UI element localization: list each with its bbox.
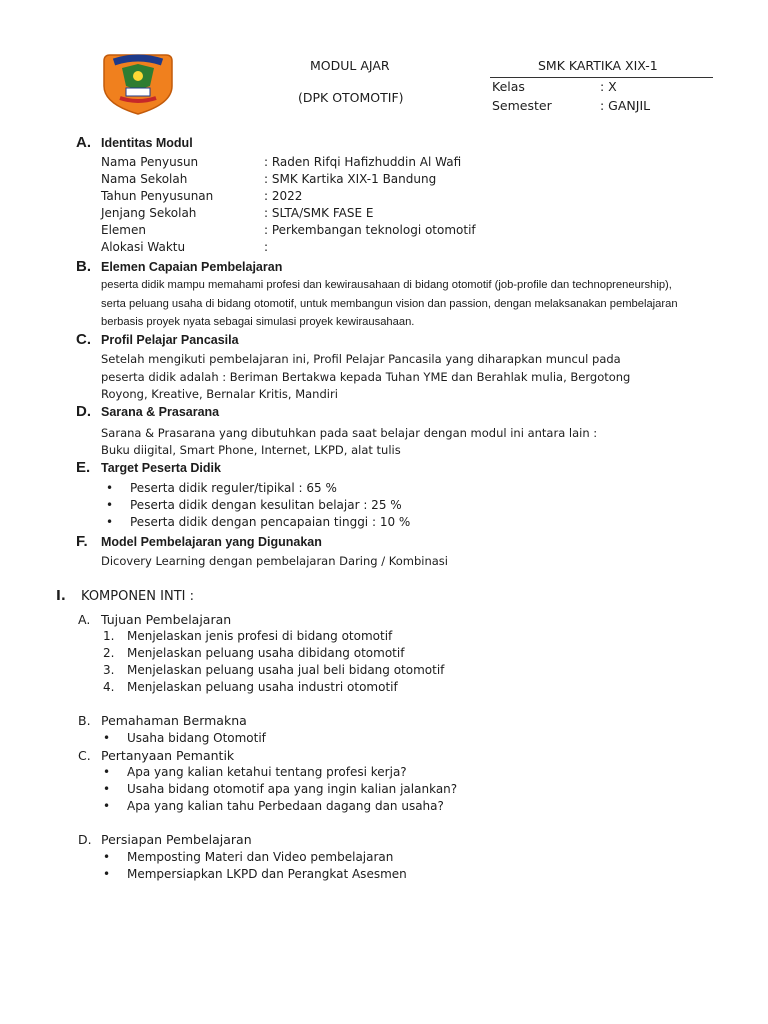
section-c-title: Profil Pelajar Pancasila xyxy=(101,333,239,347)
section-b-line: serta peluang usaha di bidang otomotif, untuk membangun vision dan passion, dengan melaksanakan pembelajaran xyxy=(101,298,678,310)
semester-value: : GANJIL xyxy=(600,98,651,113)
section-b-title: Elemen Capaian Pembelajaran xyxy=(101,260,283,274)
section-f-title: Model Pembelajaran yang Digunakan xyxy=(101,535,322,549)
identity-row: Nama Penyusun : Raden Rifqi Hafizhuddin Al Wafi xyxy=(101,155,462,169)
section-c-line: peserta didik adalah : Beriman Bertakwa kepada Tuhan YME dan Berahlak mulia, Bergotong xyxy=(101,370,631,384)
komponen-a-letter: A. xyxy=(78,612,91,627)
section-b-line: berbasis proyek nyata sebagai simulasi proyek kewirausahaan. xyxy=(101,316,415,328)
komponen-a-title: Tujuan Pembelajaran xyxy=(101,612,232,627)
semester-label: Semester xyxy=(492,98,552,113)
section-c-line: Royong, Kreative, Bernalar Kritis, Mandiri xyxy=(101,387,338,401)
section-a-title: Identitas Modul xyxy=(101,136,193,150)
section-d-letter: D. xyxy=(76,403,91,420)
komponen-c-letter: C. xyxy=(78,748,91,763)
komponen-b-title: Pemahaman Bermakna xyxy=(101,713,247,728)
module-title: MODUL AJAR xyxy=(310,58,390,73)
section-d-line: Buku diigital, Smart Phone, Internet, LKPD, alat tulis xyxy=(101,443,401,457)
komponen-numeral: I. xyxy=(56,589,66,604)
header-divider xyxy=(490,77,713,78)
identity-row: Nama Sekolah : SMK Kartika XIX-1 Bandung xyxy=(101,172,437,186)
identity-row: Elemen : Perkembangan teknologi otomotif xyxy=(101,223,476,237)
module-subtitle: (DPK OTOMOTIF) xyxy=(298,90,404,105)
section-b-letter: B. xyxy=(76,258,91,275)
identity-row: Jenjang Sekolah : SLTA/SMK FASE E xyxy=(101,206,374,220)
section-f-letter: F. xyxy=(76,533,88,550)
section-c-line: Setelah mengikuti pembelajaran ini, Profil Pelajar Pancasila yang diharapkan muncul pada xyxy=(101,352,621,366)
identity-row: Alokasi Waktu : xyxy=(101,240,269,254)
school-logo xyxy=(100,52,176,116)
school-name: SMK KARTIKA XIX-1 xyxy=(538,58,658,73)
section-b-line: peserta didik mampu memahami profesi dan kewirausahaan di bidang otomotif (job-profile dan technopreneurship), xyxy=(101,279,672,291)
komponen-d-title: Persiapan Pembelajaran xyxy=(101,832,252,847)
komponen-b-letter: B. xyxy=(78,713,91,728)
komponen-d-letter: D. xyxy=(78,832,92,847)
komponen-title: KOMPONEN INTI : xyxy=(81,589,194,604)
section-f-line: Dicovery Learning dengan pembelajaran Daring / Kombinasi xyxy=(101,554,448,568)
section-e-letter: E. xyxy=(76,459,91,476)
identity-row: Tahun Penyusunan : 2022 xyxy=(101,189,303,203)
section-d-line: Sarana & Prasarana yang dibutuhkan pada saat belajar dengan modul ini antara lain : xyxy=(101,426,598,440)
section-a-letter: A. xyxy=(76,134,91,151)
section-d-title: Sarana & Prasarana xyxy=(101,405,220,419)
komponen-c-title: Pertanyaan Pemantik xyxy=(101,748,235,763)
section-c-letter: C. xyxy=(76,331,91,348)
kelas-value: : X xyxy=(600,79,617,94)
kelas-label: Kelas xyxy=(492,79,525,94)
section-e-title: Target Peserta Didik xyxy=(101,461,221,475)
